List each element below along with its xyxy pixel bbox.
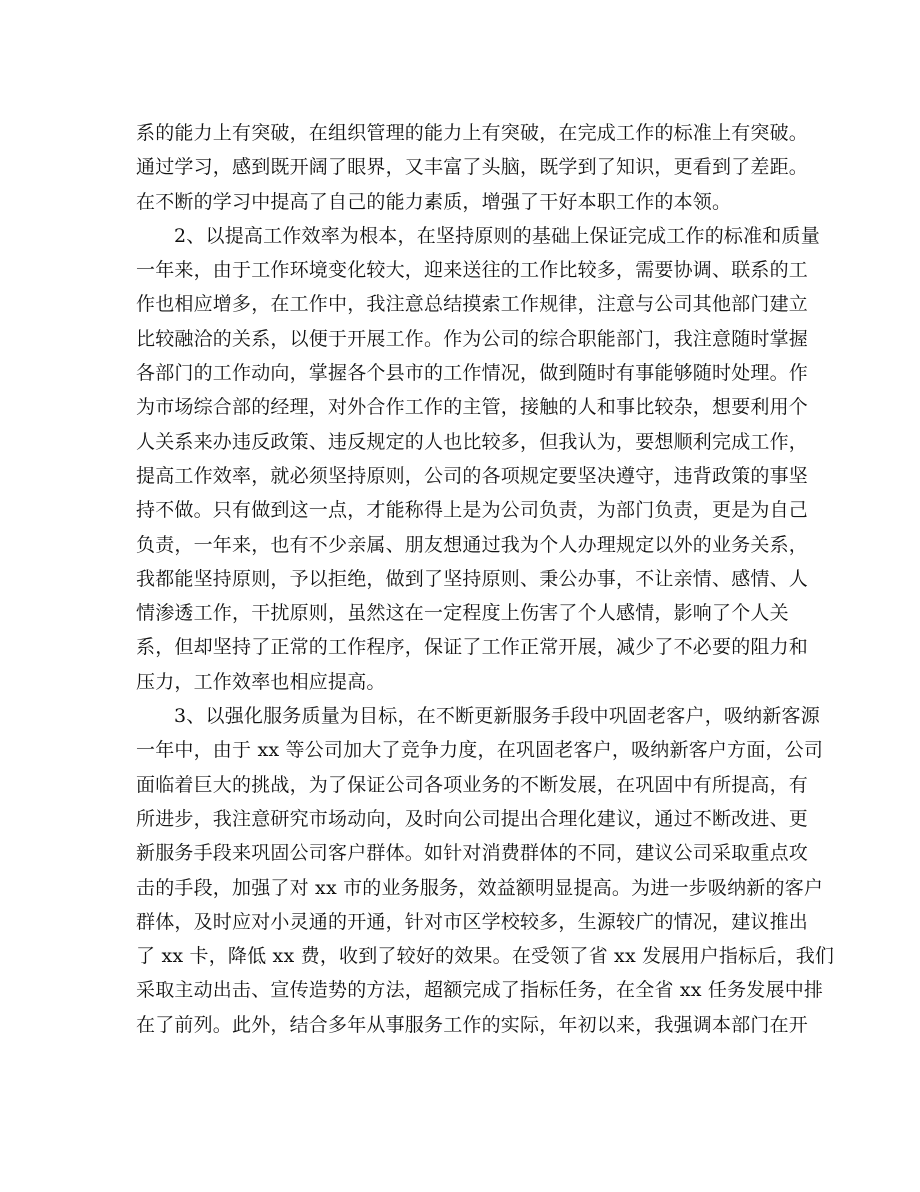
- text-line: 系的能力上有突破，在组织管理的能力上有突破，在完成工作的标准上有突破。: [136, 122, 809, 144]
- text-line: 了 xx 卡，降低 xx 费，收到了较好的效果。在受领了省 xx 发展用户指标后，我们: [136, 945, 835, 968]
- text-line: 持不做。只有做到这一点，才能称得上是为公司负责，为部门负责，更是为自己: [136, 499, 809, 522]
- body-text: [136, 116, 835, 1042]
- text-line: 我都能坚持原则，予以拒绝，做到了坚持原则、秉公办事，不让亲情、感情、人: [136, 567, 809, 590]
- text-line: 通过学习，感到既开阔了眼界，又丰富了头脑，既学到了知识，更看到了差距。: [136, 156, 809, 179]
- text-line: 人关系来办违反政策、违反规定的人也比较多，但我认为，要想顺利完成工作，: [136, 430, 809, 453]
- text-line: 情渗透工作，干扰原则，虽然这在一定程度上伤害了个人感情，影响了个人关: [136, 602, 789, 625]
- text-line: 一年中，由于 xx 等公司加大了竞争力度，在巩固老客户，吸纳新客户方面，公司: [136, 739, 824, 762]
- text-line: 击的手段，加强了对 xx 市的业务服务，效益额明显提高。为进一步吸纳新的客户: [136, 876, 824, 899]
- text-line: 新服务手段来巩固公司客户群体。如针对消费群体的不同，建议公司采取重点攻: [136, 842, 809, 865]
- text-line: 各部门的工作动向，掌握各个县市的工作情况，做到随时有事能够随时处理。作: [136, 362, 809, 385]
- text-line: 在不断的学习中提高了自己的能力素质，增强了干好本职工作的本领。: [136, 190, 732, 213]
- text-line: 2、以提高工作效率为根本，在坚持原则的基础上保证完成工作的标准和质量: [174, 224, 820, 247]
- text-line: 在了前列。此外，结合多年从事服务工作的实际，年初以来，我强调本部门在开: [136, 1013, 809, 1036]
- text-line: 面临着巨大的挑战，为了保证公司各项业务的不断发展，在巩固中有所提高，有: [136, 773, 809, 796]
- text-line: 为市场综合部的经理，对外合作工作的主管，接触的人和事比较杂，想要利用个: [136, 396, 809, 419]
- text-line: 一年来，由于工作环境变化较大，迎来送往的工作比较多，需要协调、联系的工: [136, 259, 809, 282]
- text-line: 比较融洽的关系，以便于开展工作。作为公司的综合职能部门，我注意随时掌握: [136, 327, 809, 350]
- text-line: 系，但却坚持了正常的工作程序，保证了工作正常开展，减少了不必要的阻力和: [136, 636, 809, 659]
- text-line: 作也相应增多，在工作中，我注意总结摸索工作规律，注意与公司其他部门建立: [136, 293, 809, 316]
- text-line: 3、以强化服务质量为目标，在不断更新服务手段中巩固老客户，吸纳新客源: [174, 705, 820, 728]
- text-line: 采取主动出击、宣传造势的方法，超额完成了指标任务，在全省 xx 任务发展中排: [136, 979, 824, 1002]
- text-line: 提高工作效率，就必须坚持原则，公司的各项规定要坚决遵守，违背政策的事坚: [136, 464, 809, 487]
- text-line: 负责，一年来，也有不少亲属、朋友想通过我为个人办理规定以外的业务关系，: [136, 533, 809, 556]
- text-line: 压力，工作效率也相应提高。: [136, 670, 386, 693]
- text-line: 所进步，我注意研究市场动向，及时向公司提出合理化建议，通过不断改进、更: [136, 807, 809, 830]
- text-line: 群体，及时应对小灵通的开通，针对市区学校较多，生源较广的情况，建议推出: [136, 910, 809, 933]
